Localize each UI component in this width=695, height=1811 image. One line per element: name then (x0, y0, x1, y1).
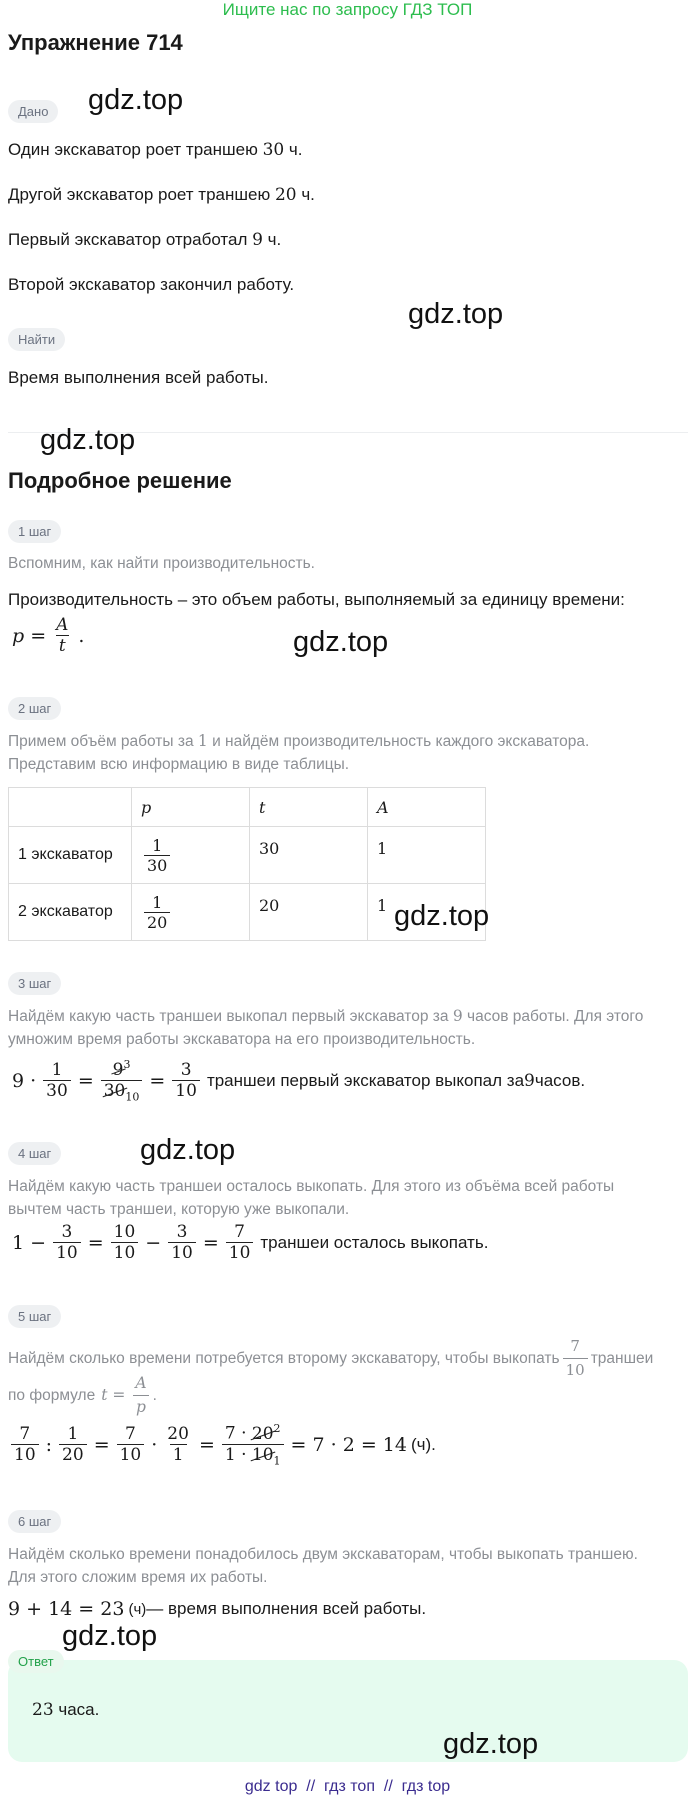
top-banner: Ищите нас по запросу ГДЗ ТОП (222, 0, 473, 19)
answer-text: 23 часа. (32, 1700, 100, 1720)
table-cell-p: $\frac{1}{30}$ (132, 827, 250, 884)
watermark: gdz.top (62, 1620, 158, 1652)
step-6-note-1: Найдём сколько времени понадобилось двум экскаваторам, чтобы выкопать траншею. (8, 1546, 638, 1563)
watermark: gdz.top (293, 626, 389, 658)
table-cell-label: 1 экскаватор (9, 827, 132, 884)
step-2-note-1: Примем объём работы за 1 и найдём производительность каждого экскаватора. (8, 732, 590, 750)
footer-links: gdz top // гдз топ // гдз top (244, 1778, 451, 1795)
answer-pill: Ответ (8, 1650, 64, 1673)
watermark: gdz.top (394, 900, 490, 932)
table-header-cell: t (250, 788, 368, 827)
step-1-formula: p = $\frac{A}{t}$ . (12, 615, 85, 656)
given-line-4: Второй экскаватор закончил работу. (8, 275, 295, 294)
table-cell-a: 1 (368, 827, 486, 884)
find-pill: Найти (8, 328, 65, 351)
watermark: gdz.top (40, 424, 136, 456)
step-3-note-2: умножим время работы экскаватора на его производительность. (8, 1031, 476, 1048)
table-header-row (9, 788, 486, 827)
table-row (9, 827, 486, 884)
step-1-pill: 1 шаг (8, 520, 61, 543)
step-2-pill: 2 шаг (8, 697, 61, 720)
table-cell-a: 1 (368, 884, 486, 941)
step-4-note-1: Найдём какую часть траншеи осталось выкопать. Для этого из объёма всей работы (8, 1178, 615, 1195)
step-3-expression: 9 · $\frac{1}{30}$ = $\frac{9^3}{30_{10}}$ = $\frac{3}{10}$ траншеи первый экскаватор выкопал за 9 часов. (12, 1058, 586, 1104)
answer-box (8, 1660, 688, 1762)
step-2-note-2: Представим всю информацию в виде таблицы. (8, 756, 350, 773)
watermark: gdz.top (140, 1134, 236, 1166)
find-text: Время выполнения всей работы. (8, 368, 269, 387)
step-5-pill: 5 шаг (8, 1305, 61, 1328)
watermark: gdz.top (408, 298, 504, 330)
step-4-pill: 4 шаг (8, 1142, 61, 1165)
given-line-3: Первый экскаватор отработал 9 ч. (8, 230, 282, 250)
table-header-cell: p (132, 788, 250, 827)
table-cell-p: $\frac{1}{20}$ (132, 884, 250, 941)
table-cell-t: 30 (250, 827, 368, 884)
step-1-note: Вспомним, как найти производительность. (8, 555, 315, 572)
step-1-text: Производительность – это объем работы, выполняемый за единицу времени: (8, 590, 625, 609)
step-4-expression: 1 − $\frac{3}{10}$ = $\frac{10}{10}$ − $\frac{3}{10}$ = $\frac{7}{10}$ траншеи осталось выкопать. (12, 1222, 489, 1263)
step-5-note-1: Найдём сколько времени потребуется второму экскаватору, чтобы выкопать $\frac{7}{10}$ траншеи (8, 1335, 653, 1382)
step-6-note-2: Для этого сложим время их работы. (8, 1569, 268, 1586)
step-3-pill: 3 шаг (8, 972, 61, 995)
table-cell-label: 2 экскаватор (9, 884, 132, 941)
step-5-expression: $\frac{7}{10}$ : $\frac{1}{20}$ = $\frac{7}{10}$ · $\frac{20}{1}$ = $\frac{7 \cdot 20^2}{1 \cdot 10_1}$ = 7 · 2 = 14 (ч). (8, 1422, 436, 1467)
step-5-note-2: по формуле t = $\frac{A}{p}$ . (8, 1372, 157, 1419)
step-6-expression: 9 + 14 = 23 (ч) — время выполнения всей работы. (8, 1598, 427, 1620)
table-header-cell (9, 788, 132, 827)
solution-title: Подробное решение (8, 468, 232, 493)
table-cell-t: 20 (250, 884, 368, 941)
exercise-title: Упражнение 714 (8, 30, 183, 55)
step-4-note-2: вычтем часть траншеи, которую уже выкопали. (8, 1201, 350, 1218)
step-3-note-1: Найдём какую часть траншеи выкопал первый экскаватор за 9 часов работы. Для этого (8, 1007, 644, 1025)
given-line-2: Другой экскаватор роет траншею 20 ч. (8, 185, 315, 205)
table-header-cell: A (368, 788, 486, 827)
watermark: gdz.top (443, 1728, 539, 1760)
step-6-pill: 6 шаг (8, 1510, 61, 1533)
given-pill: Дано (8, 100, 58, 123)
watermark: gdz.top (88, 84, 184, 116)
given-line-1: Один экскаватор роет траншею 30 ч. (8, 140, 303, 160)
